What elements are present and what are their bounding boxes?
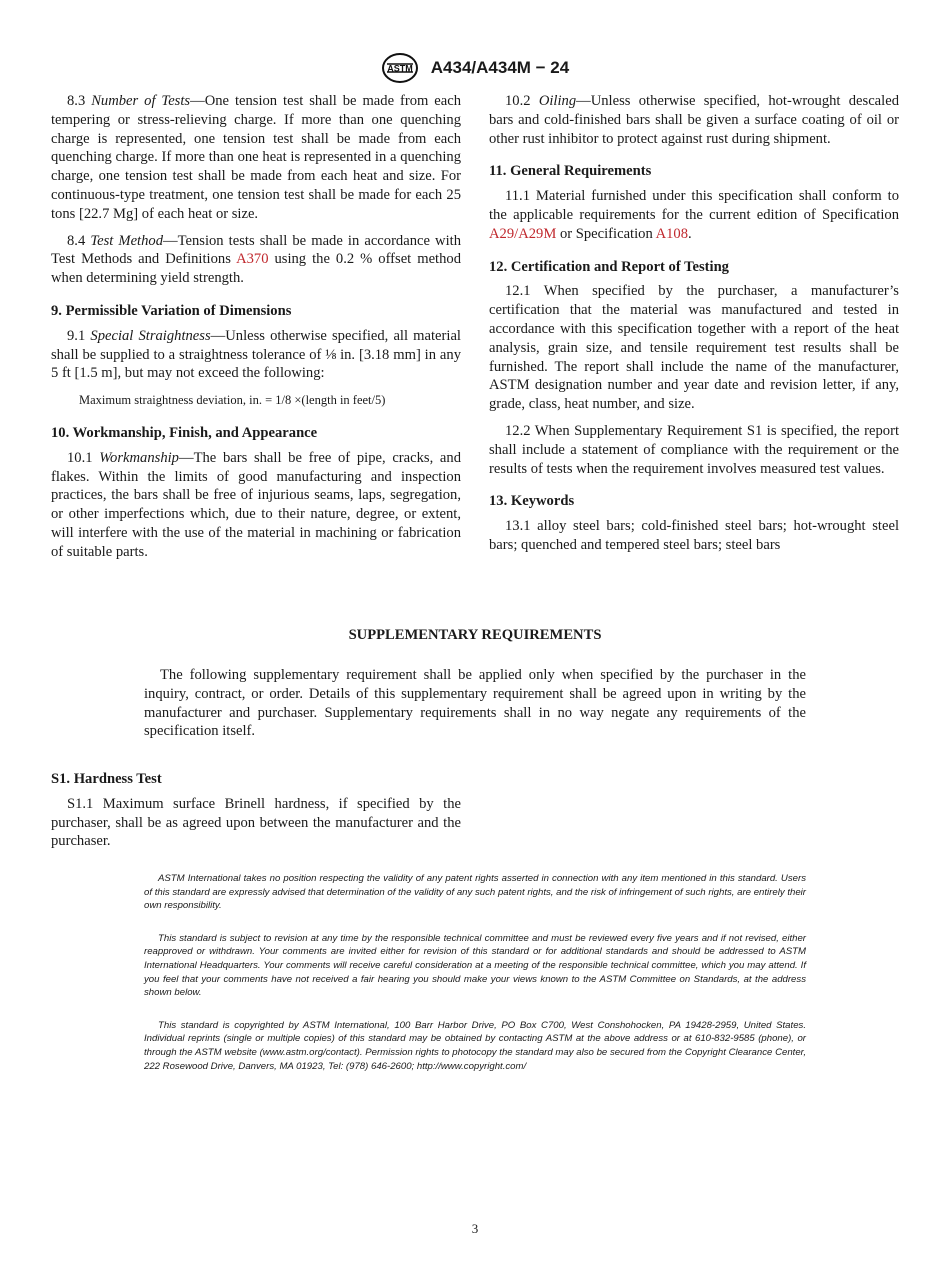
paragraph-s1-1: S1.1 Maximum surface Brinell hardness, if specified by the purchaser, shall be as agreed upon between the manufacturer and the purchaser.	[51, 795, 461, 850]
section-heading-13: 13. Keywords	[489, 493, 575, 510]
supplementary-intro: The following supplementary requirement shall be applied only when specified by the purchaser in the inquiry, contract, or order. Details of this supplementary requirement shall be agreed upon in writing by the manufacturer and purchaser. Supplementary requirements shall in no way negate any requirements of the specification itself.	[144, 667, 806, 740]
section-heading-11: 11. General Requirements	[489, 163, 652, 180]
paragraph-12-2: 12.2 When Supplementary Requirement S1 is specified, the report shall include a statement of compliance with the requirement or the results of tests when the requirement involves measured test values.	[489, 422, 899, 477]
paragraph-12-1: 12.1 When specified by the purchaser, a manufacturer’s certification that the material was manufactured and tested in accordance with this specification together with a report of the heat analysis, grain size, and tensile requirement test results shall be furnished. The report shall include the name of the manufacturer, ASTM designation number and year date and revision letter, if any, grade, class, heat number, and size.	[489, 283, 899, 413]
note-patent: ASTM International takes no position respecting the validity of any patent rights asserted in connection with any item mentioned in this standard. Users of this standard are expressly advised that determination of the validity of any such patent rights, and the risk of infringement of such rights, are entirely their own responsibility.	[144, 873, 806, 912]
straightness-equation: Maximum straightness deviation, in. = 1/8 ×(length in feet/5)	[79, 393, 386, 408]
svg-text:ASTM: ASTM	[387, 63, 413, 74]
paragraph-11-1: 11.1 Material furnished under this specification shall conform to the applicable requirements for the current edition of Specification A29/A29M or Specification A108.	[489, 188, 899, 242]
page-header	[0, 52, 950, 84]
paragraph-9-1: 9.1 Special Straightness—Unless otherwise specified, all material shall be supplied to a straightness tolerance of ⅛ in. [3.18 mm] in any 5 ft [1.5 m], but may not exceed the following:	[51, 327, 461, 382]
section-heading-12: 12. Certification and Report of Testing	[489, 258, 729, 275]
supplementary-title: SUPPLEMENTARY REQUIREMENTS	[348, 627, 602, 643]
s1-heading: S1. Hardness Test	[51, 771, 162, 787]
link-a370[interactable]: A370	[236, 251, 269, 268]
link-a108[interactable]: A108	[655, 225, 689, 242]
paragraph-8-3: 8.3 Number of Tests—One tension test shall be made from each tempering or stress-relieving charge. If more than one quenching charge is represented, one tension test shall be made from each quenching charge. If more than one heat is represented in a quenching charge, one tension test shall be made from each heat and size. For continuous-type treatment, one tension test shall be made for each 25 tons [22.7 Mg] of each heat or size.	[51, 93, 462, 222]
paragraph-10-2: 10.2 Oiling—Unless otherwise specified, hot-wrought descaled bars and cold-finished bars shall be given a surface coating of oil or other rust inhibitor to protect against rust during shipment.	[489, 93, 899, 147]
section-heading-9: 9. Permissible Variation of Dimensions	[51, 302, 292, 319]
astm-logo-icon	[381, 52, 419, 84]
supplementary-s1	[51, 770, 461, 859]
note-revision: This standard is subject to revision at any time by the responsible technical committee and must be reviewed every five years and if not revised, either reapproved or withdrawn. Your comments are invited either for revision of this standard or for additional standards and should be addressed to ASTM International Headquarters. Your comments will receive careful consideration at a meeting of the responsible technical committee, which you may attend. If you feel that your comments have not received a fair hearing you should make your views known to the ASTM Committee on Standards, at the address shown below.	[144, 932, 806, 999]
page-number: 3	[471, 1221, 479, 1236]
paragraph-13-1: 13.1 alloy steel bars; cold-finished steel bars; hot-wrought steel bars; quenched and tempered steel bars; steel bars	[489, 518, 899, 553]
note-copyright: This standard is copyrighted by ASTM International, 100 Barr Harbor Drive, PO Box C700, West Conshohocken, PA 19428-2959, United States. Individual reprints (single or multiple copies) of this standard may be obtained by contacting ASTM at the above address or at 610-832-9585 (phone), or through the ASTM website (www.astm.org/contact). Permission rights to photocopy the standard may also be secured from the Copyright Clearance Center, 222 Rosewood Drive, Danvers, MA 01923, Tel: (978) 646-2600; http://www.copyright.com/	[144, 1019, 806, 1072]
section-heading-10: 10. Workmanship, Finish, and Appearance	[51, 424, 318, 441]
footer-notes	[144, 872, 806, 1092]
paragraph-10-1: 10.1 Workmanship—The bars shall be free of pipe, cracks, and flakes. Within the limits of good manufacturing and inspection practices, the bars shall be free of injurious seams, laps, segregation, or other imperfections which, due to their nature, degree, or extent, will interfere with the use of the material in machining or fabrication of suitable parts.	[51, 449, 461, 560]
right-column	[489, 92, 899, 563]
left-column	[51, 92, 461, 570]
paragraph-8-4: 8.4 Test Method—Tension tests shall be made in accordance with Test Methods and Definitions A370 using the 0.2 % offset method when determining yield strength.	[51, 232, 461, 287]
link-a29[interactable]: A29/A29M	[489, 225, 557, 242]
document-designation: A434/A434M − 24	[430, 58, 570, 77]
